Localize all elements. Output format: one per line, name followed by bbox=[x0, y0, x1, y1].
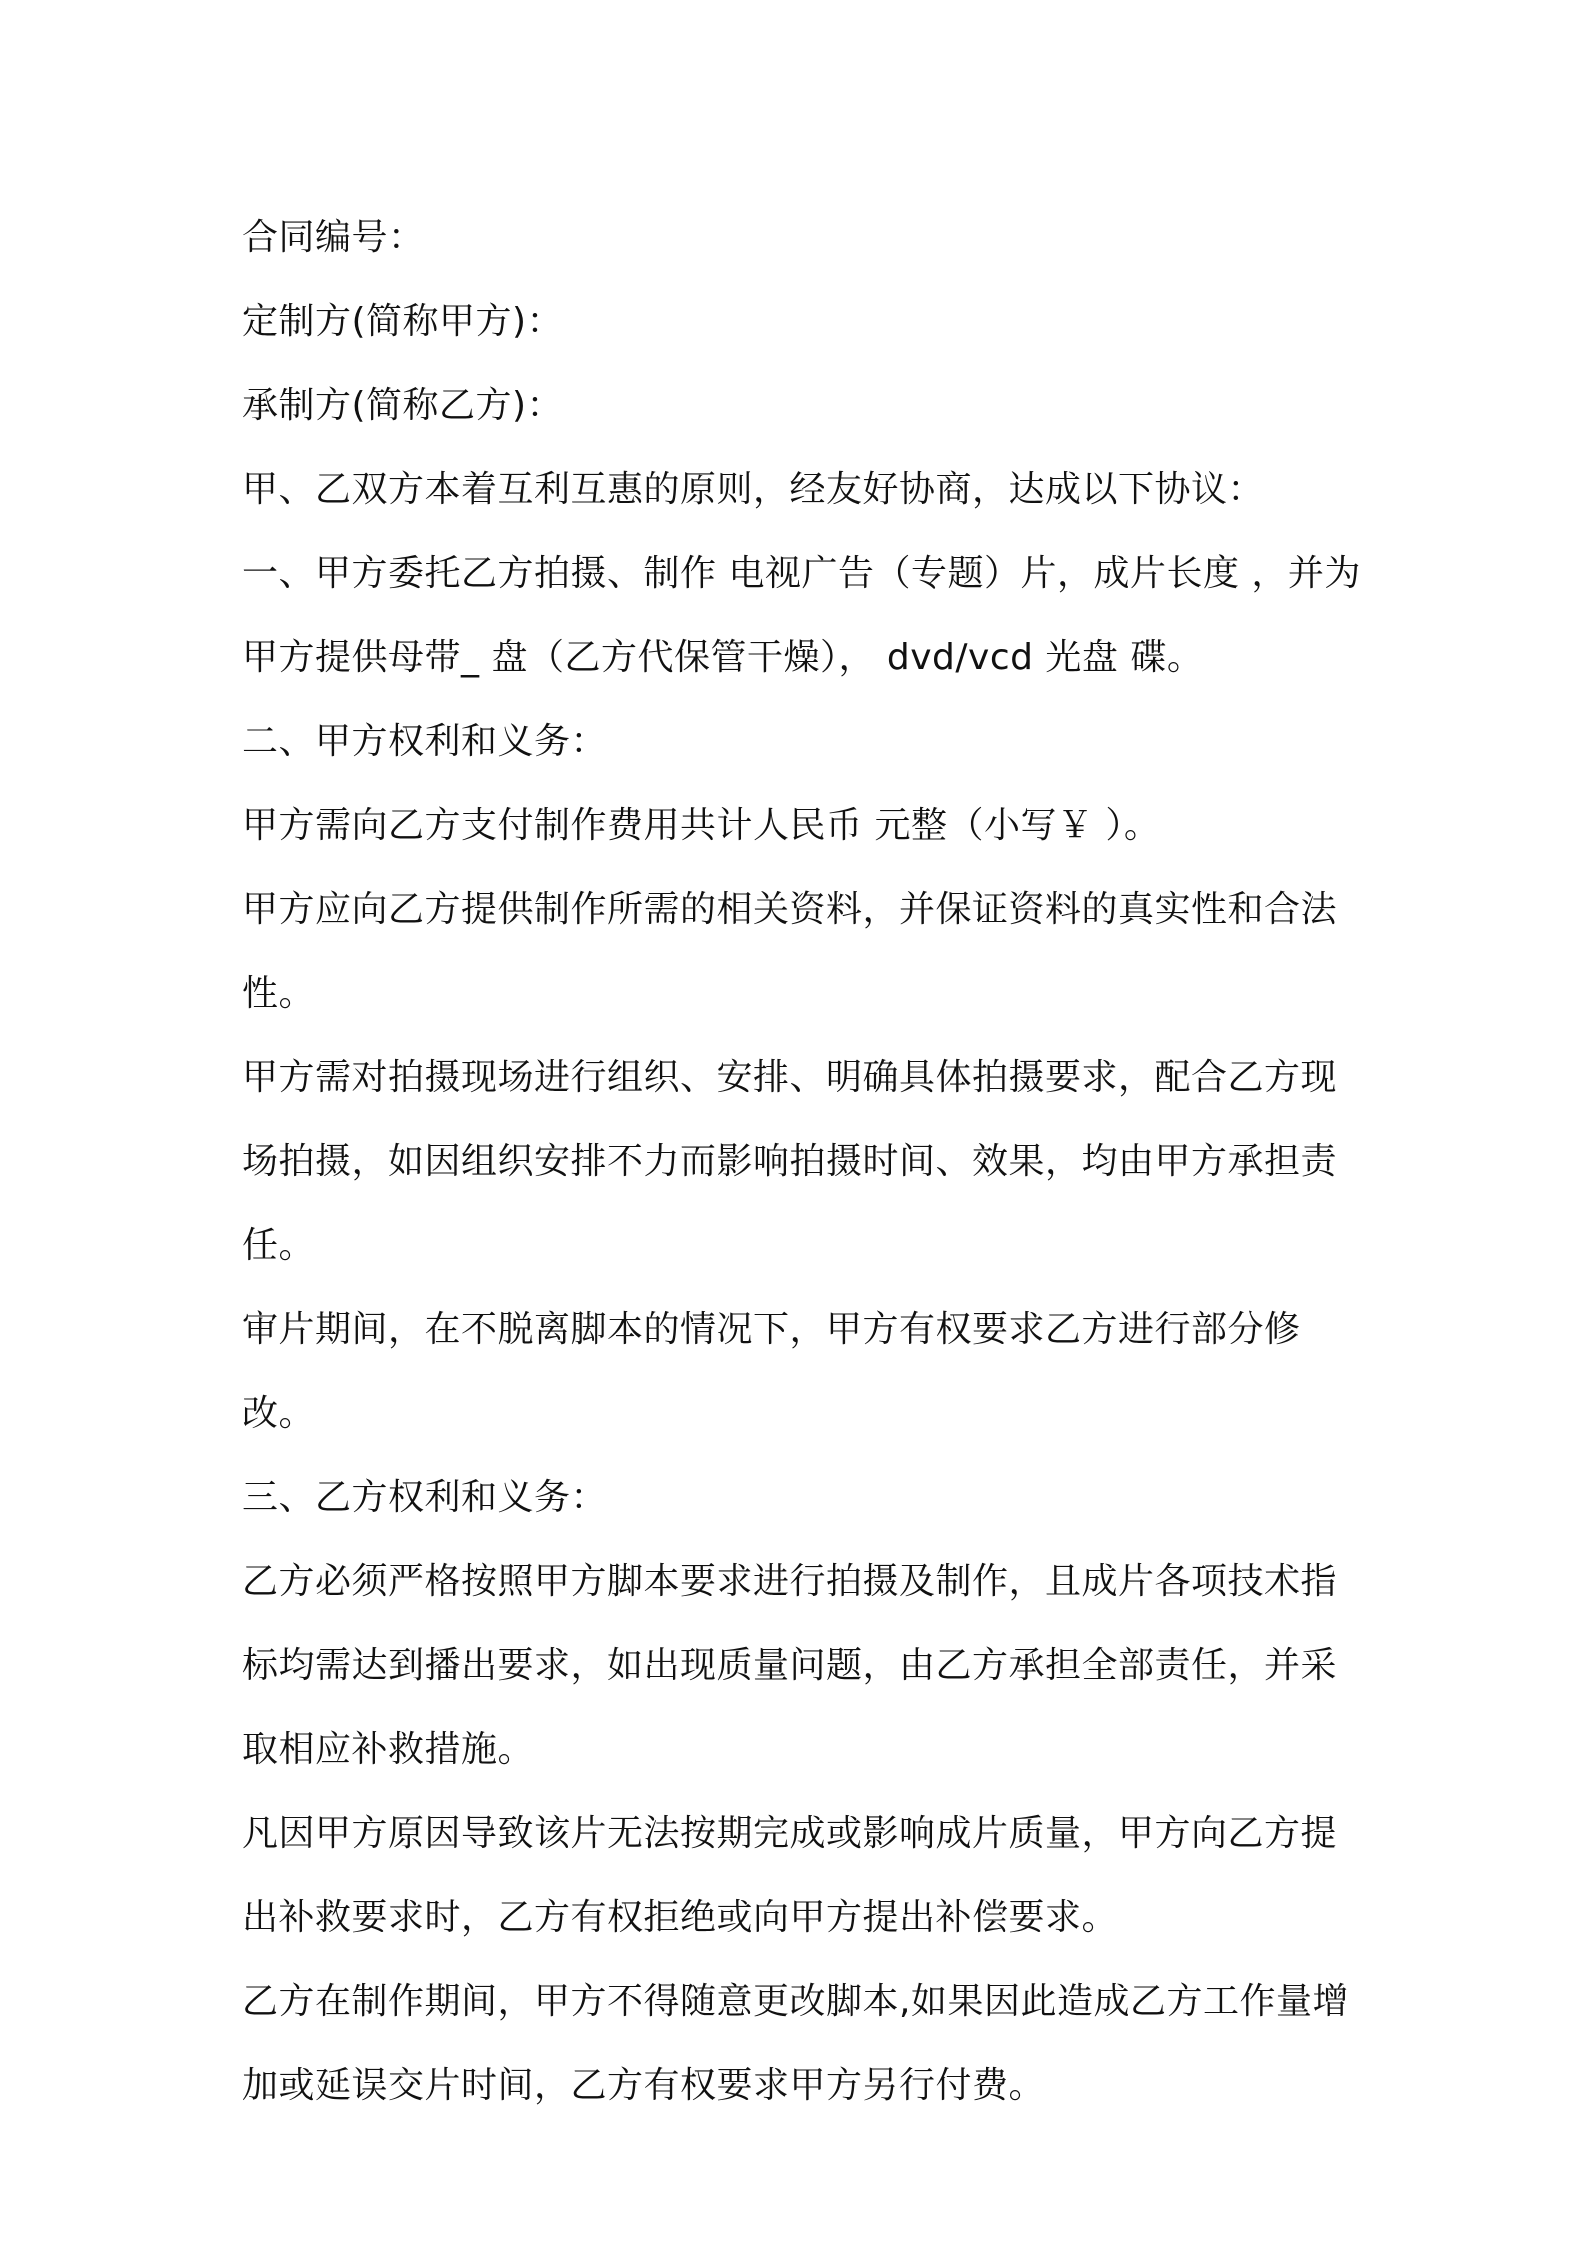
party-b-line: 承制方(简称乙方)： bbox=[242, 385, 564, 426]
agreement-intro: 甲、乙双方本着互利互惠的原则，经友好协商，达成以下协议： bbox=[242, 469, 1265, 510]
party-b-production-standard: 乙方必须严格按照甲方脚本要求进行拍摄及制作，且成片各项技术指标均需达到播出要求，如出现质量问题，由乙方承担全部责任，并采取相应补救措施。 bbox=[242, 1561, 1338, 1770]
party-a-line: 定制方(简称甲方)： bbox=[242, 301, 564, 342]
clause-1: 一、甲方委托乙方拍摄、制作 电视广告（专题）片，成片长度 ，并为甲方提供母带_ 盘（乙方代保管干燥）， dvd/vcd 光盘 碟。 bbox=[242, 553, 1361, 678]
party-b-extra-fee-rights: 乙方在制作期间，甲方不得随意更改脚本,如果因此造成乙方工作量增加或延误交片时间，乙方有权要求甲方另行付费。 bbox=[242, 1981, 1349, 2106]
party-a-site-organization: 甲方需对拍摄现场进行组织、安排、明确具体拍摄要求，配合乙方现场拍摄，如因组织安排不力而影响拍摄时间、效果，均由甲方承担责任。 bbox=[242, 1057, 1338, 1266]
contract-number-line: 合同编号： bbox=[242, 217, 425, 258]
party-a-review-rights: 审片期间，在不脱离脚本的情况下，甲方有权要求乙方进行部分修改。 bbox=[242, 1309, 1301, 1434]
document-page bbox=[242, 196, 1362, 2128]
section-heading-party-b: 三、乙方权利和义务： bbox=[242, 1477, 608, 1518]
party-a-payment: 甲方需向乙方支付制作费用共计人民币 元整（小写￥ ）。 bbox=[242, 805, 1161, 846]
party-b-refusal-rights: 凡因甲方原因导致该片无法按期完成或影响成片质量，甲方向乙方提出补救要求时，乙方有权拒绝或向甲方提出补偿要求。 bbox=[242, 1813, 1338, 1938]
section-heading-party-a: 二、甲方权利和义务： bbox=[242, 721, 608, 762]
party-a-materials: 甲方应向乙方提供制作所需的相关资料，并保证资料的真实性和合法性。 bbox=[242, 889, 1338, 1014]
